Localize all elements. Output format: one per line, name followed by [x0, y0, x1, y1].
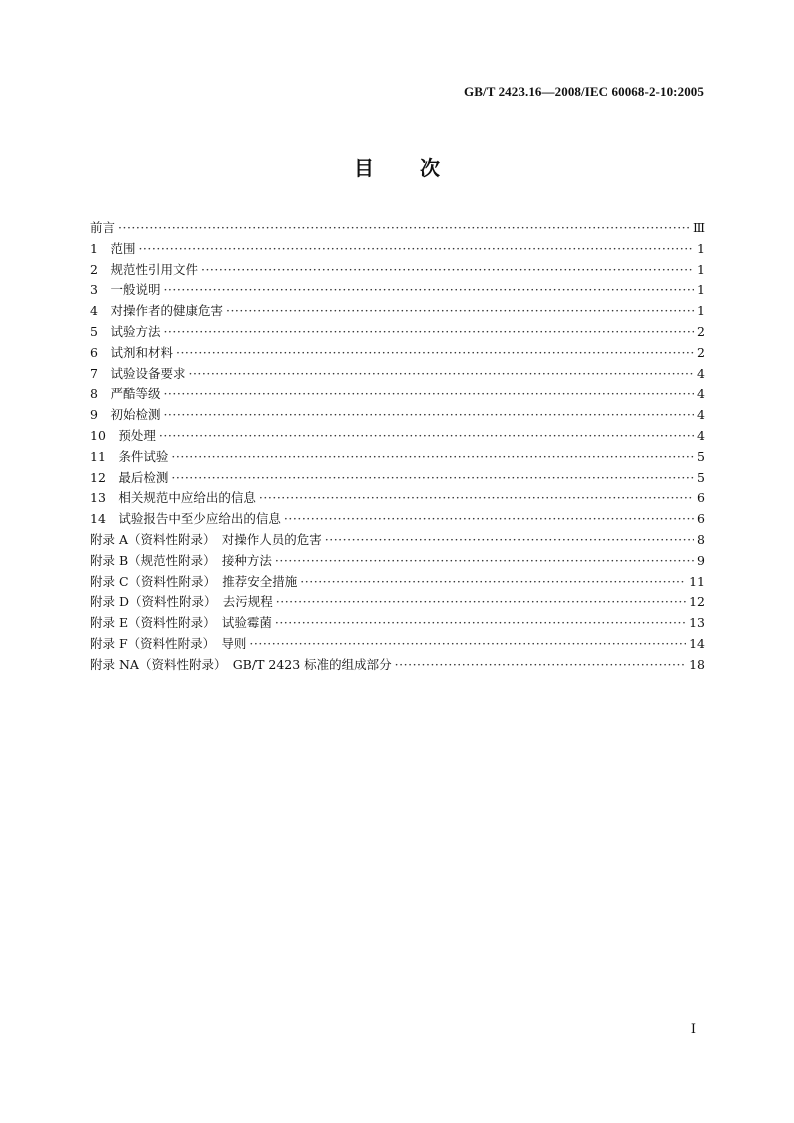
toc-entry-label: 1 范围: [90, 240, 136, 256]
toc-entry-label: 2 规范性引用文件: [90, 261, 198, 277]
toc-entry-label: 前言: [90, 220, 116, 235]
toc-entry[interactable]: [90, 613, 705, 634]
toc-entry-page: 2: [697, 323, 705, 339]
toc-entry[interactable]: [90, 447, 705, 468]
toc-dot-leader: [163, 322, 694, 343]
toc-entry-label: 10 预处理: [90, 427, 156, 443]
toc-dot-leader: [171, 468, 694, 489]
toc-entry-label: 11 条件试验: [90, 448, 169, 464]
toc-entry[interactable]: [90, 551, 705, 572]
toc-entry-label: 8 严酷等级: [90, 386, 161, 402]
toc-entry[interactable]: [90, 405, 705, 426]
title-char-1: 目: [354, 156, 374, 180]
toc-entry[interactable]: [90, 509, 705, 530]
toc-entry-label: 9 初始检测: [90, 407, 161, 423]
toc-dot-leader: [163, 405, 694, 426]
toc-entry-label: 附录 D（资料性附录） 去污规程: [90, 594, 273, 610]
toc-dot-leader: [259, 488, 694, 509]
toc-entry-label: 5 试验方法: [90, 323, 161, 339]
toc-entry-label: 14 试验报告中至少应给出的信息: [90, 511, 281, 527]
toc-dot-leader: [325, 530, 694, 551]
toc-dot-leader: [249, 634, 686, 655]
standard-code: GB/T 2423.16—2008/IEC 60068-2-10:2005: [464, 84, 704, 99]
toc-entry-label: 3 一般说明: [90, 282, 161, 298]
toc-dot-leader: [201, 260, 694, 281]
toc-entry-label: 附录 A（资料性附录） 对操作人员的危害: [90, 531, 322, 547]
toc-dot-leader: [275, 551, 694, 572]
toc-entry-page: 1: [697, 303, 705, 319]
toc-entry[interactable]: [90, 260, 705, 281]
toc-entry-page: 18: [689, 656, 705, 672]
toc-entry[interactable]: [90, 218, 705, 239]
toc-entry-page: 1: [697, 261, 705, 277]
toc-entry-page: 4: [697, 365, 705, 381]
toc-entry-label: 13 相关规范中应给出的信息: [90, 490, 256, 506]
toc-entry[interactable]: [90, 592, 705, 613]
toc-dot-leader: [159, 426, 694, 447]
toc-entry[interactable]: [90, 322, 705, 343]
toc-entry[interactable]: [90, 530, 705, 551]
toc-dot-leader: [226, 301, 694, 322]
toc-entry-label: 4 对操作者的健康危害: [90, 303, 223, 319]
toc-entry[interactable]: [90, 488, 705, 509]
toc-entry-page: 9: [697, 552, 705, 568]
toc-dot-leader: [188, 364, 694, 385]
toc-dot-leader: [163, 280, 694, 301]
toc-entry-label: 附录 F（资料性附录） 导则: [90, 635, 247, 651]
toc-entry-page: 1: [697, 240, 705, 256]
page-title: [0, 152, 794, 181]
toc-entry[interactable]: [90, 384, 705, 405]
toc-entry[interactable]: [90, 343, 705, 364]
toc-entry[interactable]: [90, 239, 705, 260]
toc-entry-label: 附录 C（资料性附录） 推荐安全措施: [90, 573, 298, 589]
toc-entry-page: 14: [689, 635, 705, 651]
toc-dot-leader: [171, 447, 694, 468]
toc-entry-page: 5: [697, 448, 705, 464]
title-char-2: 次: [420, 156, 440, 180]
toc-entry-label: 12 最后检测: [90, 469, 169, 485]
toc-dot-leader: [138, 239, 694, 260]
toc-entry[interactable]: [90, 655, 705, 676]
toc-entry-page: Ⅲ: [692, 220, 705, 235]
toc-dot-leader: [176, 343, 694, 364]
toc-entry-label: 6 试剂和材料: [90, 344, 173, 360]
toc-entry[interactable]: [90, 280, 705, 301]
toc-entry-page: 11: [689, 573, 705, 589]
toc-entry-label: 附录 NA（资料性附录） GB/T 2423 标准的组成部分: [90, 656, 392, 672]
toc-entry-page: 4: [697, 386, 705, 402]
toc-entry-page: 4: [697, 407, 705, 423]
toc-entry[interactable]: [90, 572, 705, 593]
toc-dot-leader: [395, 655, 686, 676]
page-number: I: [690, 1022, 696, 1037]
toc-entry-page: 2: [697, 344, 705, 360]
toc-entry-page: 12: [689, 594, 705, 610]
toc-entry-label: 7 试验设备要求: [90, 365, 186, 381]
toc-entry-label: 附录 E（资料性附录） 试验霉菌: [90, 615, 272, 631]
toc-entry-page: 8: [697, 531, 705, 547]
toc-dot-leader: [276, 592, 686, 613]
table-of-contents: [90, 218, 705, 676]
toc-entry-page: 5: [697, 469, 705, 485]
toc-entry[interactable]: [90, 426, 705, 447]
toc-entry[interactable]: [90, 364, 705, 385]
toc-entry-page: 1: [697, 282, 705, 298]
toc-dot-leader: [275, 613, 686, 634]
toc-entry-page: 6: [697, 511, 705, 527]
toc-entry[interactable]: [90, 634, 705, 655]
toc-entry-label: 附录 B（规范性附录） 接种方法: [90, 552, 272, 568]
toc-dot-leader: [300, 572, 686, 593]
toc-entry[interactable]: [90, 468, 705, 489]
toc-entry-page: 6: [697, 490, 705, 506]
toc-dot-leader: [118, 218, 690, 239]
toc-entry-page: 4: [697, 427, 705, 443]
toc-dot-leader: [284, 509, 694, 530]
toc-dot-leader: [163, 384, 694, 405]
toc-entry-page: 13: [689, 615, 705, 631]
toc-entry[interactable]: [90, 301, 705, 322]
